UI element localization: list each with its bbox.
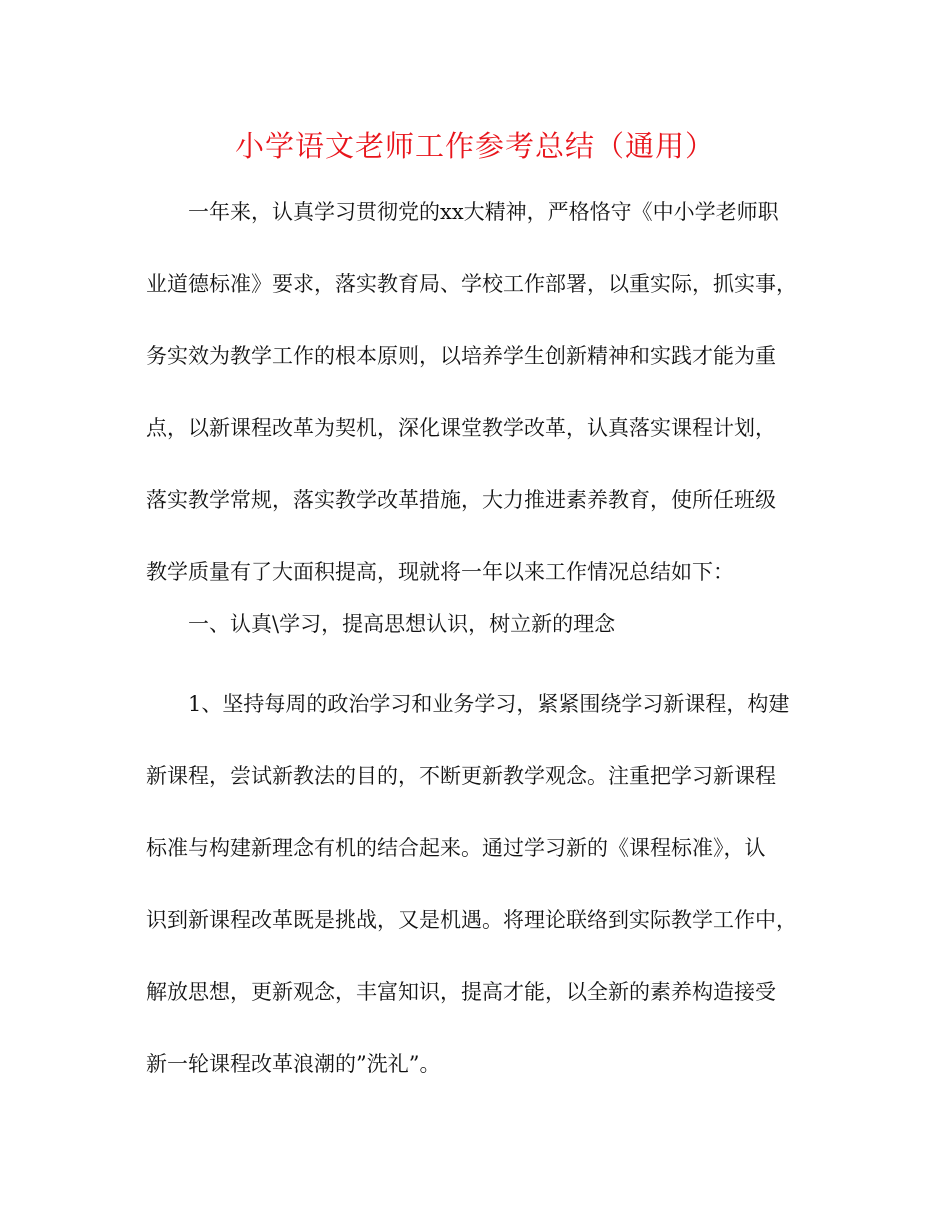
- paragraph-line: 落实教学常规，落实教学改革措施，大力推进素养教育，使所任班级: [146, 488, 776, 512]
- paragraph-line: 务实效为教学工作的根本原则，以培养学生创新精神和实践才能为重: [146, 344, 776, 368]
- paragraph-line: 教学质量有了大面积提高，现就将一年以来工作情况总结如下：: [146, 560, 734, 584]
- paragraph-line: 新课程，尝试新教法的目的，不断更新教学观念。注重把学习新课程: [146, 764, 776, 788]
- section-heading: [146, 608, 806, 640]
- paragraph-point-1: [146, 668, 806, 1100]
- paragraph-intro: [146, 176, 806, 608]
- paragraph-line: 一年来，认真学习贯彻党的xx大精神，严格恪守《中小学老师职: [188, 200, 779, 224]
- document-title: 小学语文老师工作参考总结（通用）: [234, 129, 715, 163]
- paragraph-line: 新一轮课程改革浪潮的”洗礼”。: [146, 1052, 441, 1076]
- paragraph-line: 标准与构建新理念有机的结合起来。通过学习新的《课程标准》，认: [146, 836, 766, 860]
- section-heading-line: 一、认真\学习，提高思想认识，树立新的理念: [188, 612, 616, 636]
- paragraph-line: 业道德标准》要求，落实教育局、学校工作部署，以重实际，抓实事，: [146, 272, 797, 296]
- paragraph-line: 1、坚持每周的政治学习和业务学习，紧紧围绕学习新课程，构建: [188, 692, 790, 716]
- paragraph-line: 识到新课程改革既是挑战，又是机遇。将理论联络到实际教学工作中，: [146, 908, 797, 932]
- paragraph-line: 解放思想，更新观念，丰富知识，提高才能，以全新的素养构造接受: [146, 980, 776, 1004]
- paragraph-line: 点，以新课程改革为契机，深化课堂教学改革，认真落实课程计划，: [146, 416, 776, 440]
